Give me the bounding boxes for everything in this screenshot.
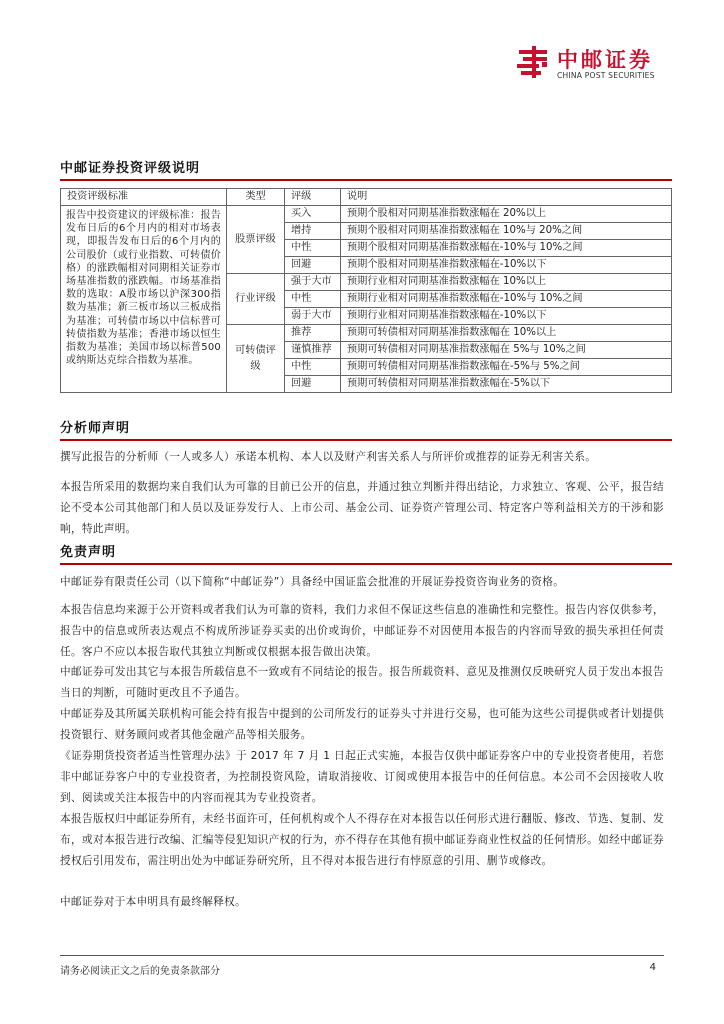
page-footer: [60, 955, 664, 977]
desc-cell: 预期个股相对同期基准指数涨幅在-10%与 10%之间: [341, 240, 672, 257]
china-post-logo-icon: [515, 44, 551, 80]
disclaimer-section-header: [60, 541, 672, 565]
rating-section-title: 中邮证券投资评级说明: [60, 157, 672, 181]
desc-cell: 预期可转债相对同期基准指数涨幅在-5%与 5%之间: [341, 359, 672, 376]
analyst-paragraph: 本报告所采用的数据均来自我们认为可靠的目前已公开的信息，并通过独立判断并得出结论，力求独立、客观、公平，报告结论不受本公司其他部门和人员以及证券发行人、上市公司、基金公司、证券资产管理公司、特定客户等利益相关方的干涉和影响，特此声明。: [60, 481, 664, 535]
disclaimer-paragraph: 中邮证券可发出其它与本报告所载信息不一致或有不同结论的报告。报告所载资料、意见及推测仅反映研究人员于发出本报告当日的判断，可随时更改且不予通告。: [60, 666, 664, 699]
disclaimer-paragraph: 《证券期货投资者适当性管理办法》于 2017 年 7 月 1 日起正式实施，本报告仅供中邮证券客户中的专业投资者使用，若您非中邮证券客户中的专业投资者，为控制投资风险，请取消接收、订阅或使用本报告中的任何信息。本公司不会因接收人收到、阅读或关注本报告中的内容而视其为专业投资者。: [60, 750, 664, 804]
desc-cell: 预期行业相对同期基准指数涨幅在 10%以上: [341, 274, 672, 291]
analyst-section-header: [60, 417, 672, 441]
analyst-paragraph: 撰写此报告的分析师（一人或多人）承诺本机构、本人以及财产利害关系人与所评价或推荐的证券无利害关系。: [60, 451, 597, 463]
rating-table: [60, 188, 672, 393]
header-cell: 投资评级标准: [61, 189, 227, 206]
desc-cell: 预期可转债相对同期基准指数涨幅在 5%与 10%之间: [341, 342, 672, 359]
desc-cell: 预期可转债相对同期基准指数涨幅在-5%以下: [341, 376, 672, 393]
rating-standard-text: 报告中投资建议的评级标准：报告发布日后的6个月内的相对市场表现，即报告发布日后的6个月内的公司股价（或行业指数、可转债价格）的涨跌幅相对同期相关证券市场基准指数的涨跌幅。市场基准指数的选取：A股市场以沪深300指数为基准；新三板市场以三板成指为基准；可转债市场以中信标普可转债指数为基准；香港市场以恒生指数为基准；美国市场以标普500或纳斯达克综合指数为基准。: [61, 206, 227, 393]
analyst-section-title: 分析师声明: [60, 417, 672, 441]
disclaimer-paragraph: 本报告信息均来源于公开资料或者我们认为可靠的资料，我们力求但不保证这些信息的准确性和完整性。报告内容仅供参考，报告中的信息或所表达观点不构成所涉证券买卖的出价或询价，中邮证券不对因使用本报告的内容而导致的损失承担任何责任。客户不应以本报告取代其独立判断或仅根据本报告做出决策。: [60, 604, 664, 658]
disclaimer-paragraph: 中邮证券及其所属关联机构可能会持有报告中提到的公司所发行的证券头寸并进行交易，也可能为这些公司提供或者计划提供投资银行、财务顾问或者其他金融产品等相关服务。: [60, 708, 664, 741]
rating-cell: 中性: [285, 291, 341, 308]
desc-cell: 预期行业相对同期基准指数涨幅在-10%以下: [341, 308, 672, 325]
desc-cell: 预期个股相对同期基准指数涨幅在 20%以上: [341, 206, 672, 223]
rating-cell: 回避: [285, 257, 341, 274]
header-cell: 类型: [227, 189, 285, 206]
rating-cell: 回避: [285, 376, 341, 393]
footer-note: 请务必阅读正文之后的免责条款部分: [60, 966, 220, 977]
disclaimer-section-title: 免责声明: [60, 541, 672, 565]
header-cell: 说明: [341, 189, 672, 206]
table-header-row: [61, 189, 672, 206]
desc-cell: 预期可转债相对同期基准指数涨幅在 10%以上: [341, 325, 672, 342]
desc-cell: 预期个股相对同期基准指数涨幅在-10%以下: [341, 257, 672, 274]
rating-section-header: [60, 157, 672, 181]
rating-cell: 谨慎推荐: [285, 342, 341, 359]
type-cell: 行业评级: [227, 274, 285, 325]
desc-cell: 预期行业相对同期基准指数涨幅在-10%与 10%之间: [341, 291, 672, 308]
rating-cell: 中性: [285, 359, 341, 376]
company-logo: [515, 44, 670, 80]
rating-cell: 推荐: [285, 325, 341, 342]
type-cell: 可转债评级: [227, 325, 285, 393]
rating-cell: 增持: [285, 223, 341, 240]
brand-name-cn: 中邮证券: [557, 48, 653, 72]
disclaimer-paragraph: 本报告版权归中邮证券所有，未经书面许可，任何机构或个人不得存在对本报告以任何形式进行翻版、修改、节选、复制、发布，或对本报告进行改编、汇编等侵犯知识产权的行为，亦不得存在其他有损中邮证券商业性权益的任何情形。如经中邮证券授权后引用发布，需注明出处为中邮证券研究所，且不得对本报告进行有悖原意的引用、删节或修改。: [60, 813, 664, 867]
rating-cell: 弱于大市: [285, 308, 341, 325]
table-row: [61, 206, 672, 223]
page-number: 4: [649, 962, 656, 973]
header-cell: 评级: [285, 189, 341, 206]
brand-name-en: CHINA POST SECURITIES: [557, 71, 655, 80]
disclaimer-paragraph: 中邮证券对于本申明具有最终解释权。: [60, 896, 247, 908]
desc-cell: 预期个股相对同期基准指数涨幅在 10%与 20%之间: [341, 223, 672, 240]
rating-cell: 强于大市: [285, 274, 341, 291]
rating-cell: 中性: [285, 240, 341, 257]
disclaimer-paragraph: 中邮证券有限责任公司（以下简称“中邮证券”）具备经中国证监会批准的开展证券投资咨询业务的资格。: [60, 576, 565, 588]
type-cell: 股票评级: [227, 206, 285, 274]
rating-cell: 买入: [285, 206, 341, 223]
